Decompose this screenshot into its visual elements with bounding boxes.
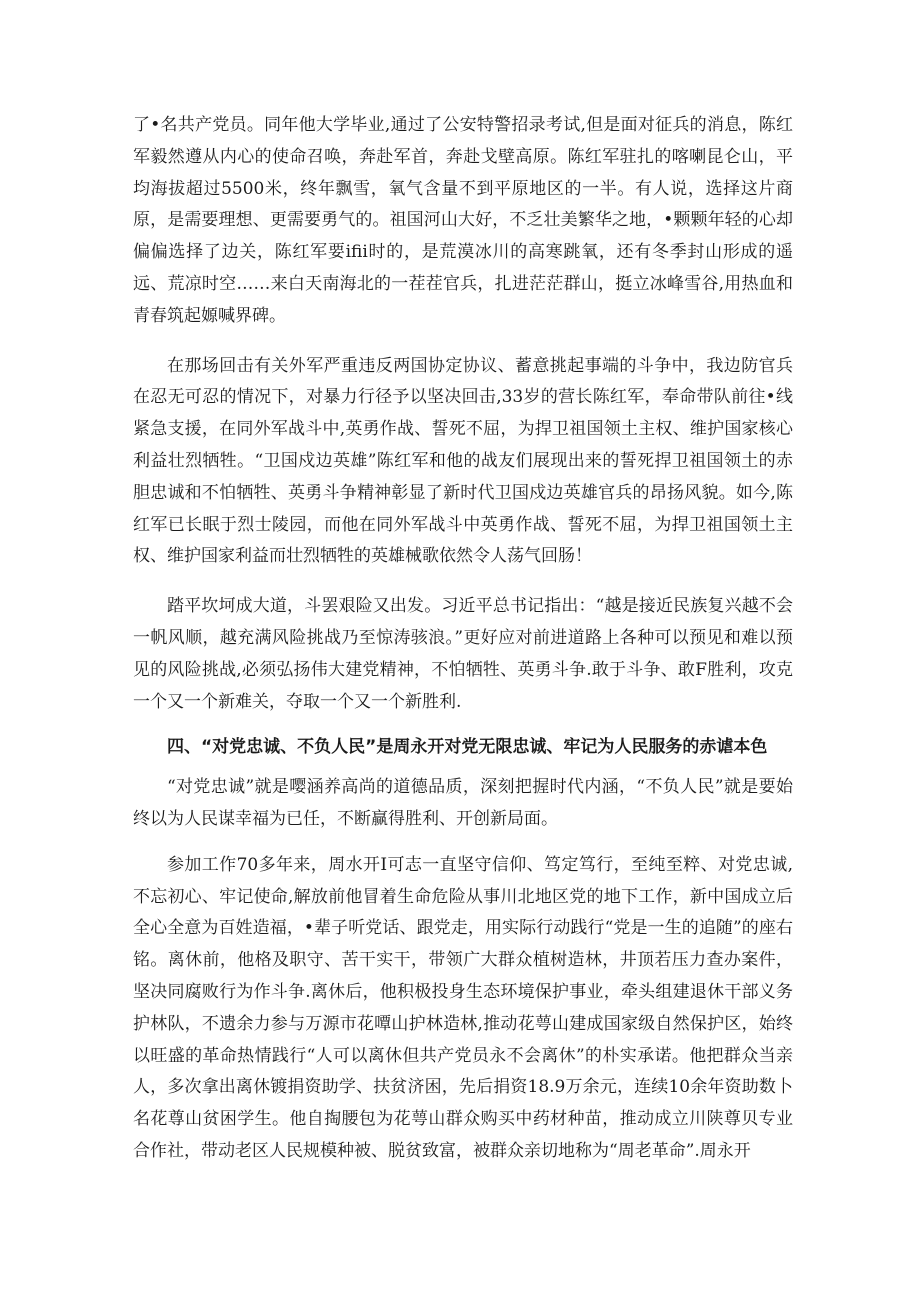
- paragraph-zhou-yongkai: 参加工作70多年来，周水开I可志一直坚守信仰、笃定笃行，至纯至粹、对党忠诚,不忘初心、牢记使命,解放前他冒着生命危险从事川北地区党的地下工作，新中国成立后全心全意为百姓造福，•辈子听党话、跟党走，用实际行动践行“党是一生的追随”的座右铭。离休前，他格及职守、苦干实干，带领广大群众植树造林，井顶若压力查办案件，坚决同腐败行为作斗争.离休后，他积极投身生态环境保护事业，牵头组建退休干部义务护林队，不遗余力参与万源市花嘾山护林造林,推动花萼山建成国家级自然保护区，始终以旺盛的革命热情践行“人可以离休但共产党员永不会离休”的朴实承诺。他把群众当亲人，多次拿出离休镀捐资助学、扶贫济困，先后捐资18.9万余元，连续10余年资助数卜名花尊山贫困学生。他自掏腰包为花萼山群众购买中药材种苗，推动成立川陕尊贝专业合作社，带动老区人民规模种被、脱贫致富，被群众亲切地称为“周老革命”.周永开: [133, 854, 793, 1161]
- document-body: [133, 110, 793, 1168]
- paragraph-battle: 在那场回击有关外军严重违反两国协定协议、蓄意挑起事端的斗争中，我边防官兵在忍无可忍的情况下，对暴力行径予以坚决回击,33岁的营长陈红军，奉命带队前往•线紧急支援，在同外军战斗中,英勇作战、誓死不屈，为捍卫祖国领土主权、维护国家核心利益壮烈牺牲。“卫国戍边英雄”陈红军和他的战友们展现出来的誓死捍卫祖国领土的赤胆忠诚和不怕牺牲、英勇斗争精神彰显了新时代卫国戍边英雄官兵的昂扬风貌。如今,陈红军已长眠于烈士陵园，而他在同外军战斗中英勇作战、誓死不屈，为捍卫祖国领土主权、维护国家利益而壮烈牺牲的英雄械歌依然令人荡气回肠！: [133, 355, 793, 567]
- paragraph-loyalty-definition: “对党忠诚”就是嘤涵养高尚的道德品质，深刻把握时代内涵，“不负人民”就是要始终以为人民谋幸福为已任，不断赢得胜利、开创新局面。: [133, 777, 793, 829]
- section-heading-four: 四、“对党忠诚、不负人民”是周永开对党无限忠诚、牢记为人民服务的赤谑本色: [167, 737, 768, 758]
- paragraph-continuation: 了•名共产党员。同年他大学毕业,通过了公安特警招录考试,但是面对征兵的消息，陈红军毅然遵从内心的使命召唤，奔赴军首，奔赴戈壁高原。陈红军驻扎的喀喇昆仑山，平均海拔超过5500米，终年飘雪，氧气含量不到平原地区的一半。有人说，选择这片商原，是需要理想、更需要勇气的。祖国河山大好，不乏壮美繁华之地，•颗颗年轻的心却偏偏选择了边关，陈红军要ifii时的，是荒漠冰川的高寒跳氧，还有冬季封山形成的遥远、荒凉时空……来白天南海北的一茬茬官兵，扎进茫茫群山，挺立冰峰雪谷,用热血和青春筑起嫄喊界碑。: [133, 115, 793, 326]
- paragraph-struggle: 踏平坎坷成大道，斗罢艰险又出发。习近平总书记指出：“越是接近民族复兴越不会一帆风顺，越充满风险挑战乃至惊涛骇浪。”更好应对前进道路上各种可以预见和难以预见的风险挑战,必须弘扬伟大建党精神，不怕牺牲、英勇斗争.敢于斗争、敢F胜利，攻克一个又一个新难关，夺取一个又一个新胜利.: [133, 596, 793, 712]
